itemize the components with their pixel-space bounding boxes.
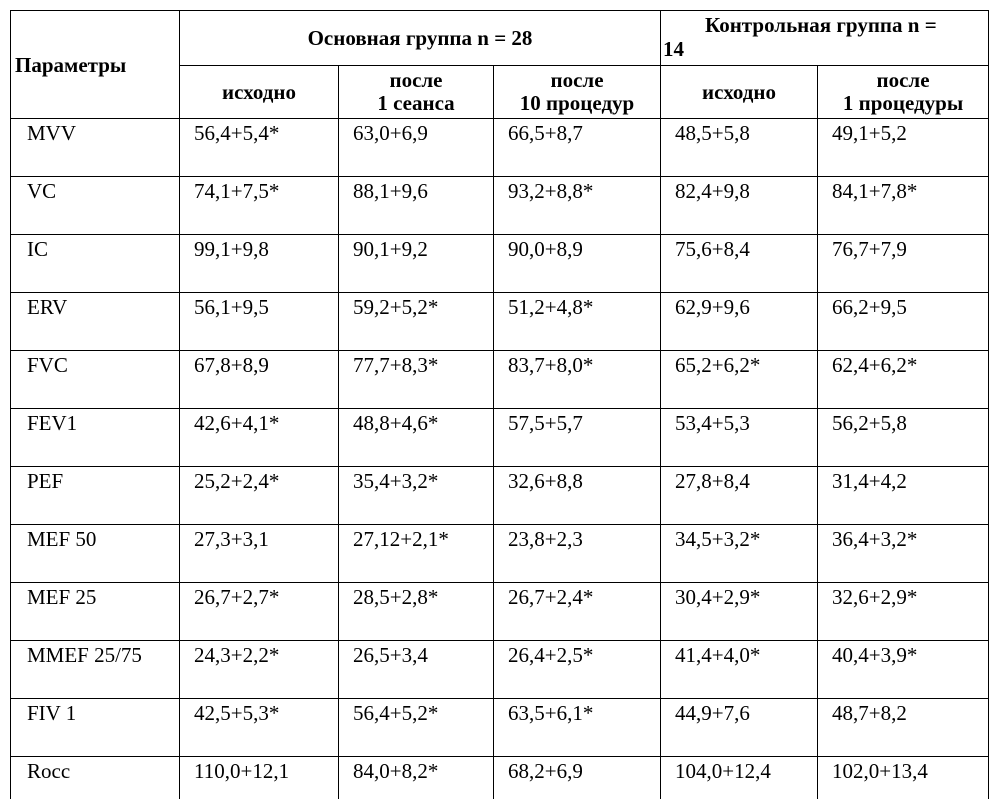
- value-cell: 74,1+7,5*: [180, 177, 339, 235]
- value-cell: 56,4+5,4*: [180, 119, 339, 177]
- value-cell: 84,0+8,2*: [339, 757, 494, 799]
- value-cell: 48,5+5,8: [661, 119, 818, 177]
- table-row: [11, 583, 989, 641]
- value-cell: 63,0+6,9: [339, 119, 494, 177]
- value-cell: 66,5+8,7: [494, 119, 661, 177]
- value-cell: 48,7+8,2: [818, 699, 989, 757]
- value-cell: 49,1+5,2: [818, 119, 989, 177]
- value-cell: 30,4+2,9*: [661, 583, 818, 641]
- value-cell: 84,1+7,8*: [818, 177, 989, 235]
- value-cell: 40,4+3,9*: [818, 641, 989, 699]
- param-name-cell: MVV: [11, 119, 180, 177]
- param-name-cell: ERV: [11, 293, 180, 351]
- value-cell: 90,1+9,2: [339, 235, 494, 293]
- value-cell: 82,4+9,8: [661, 177, 818, 235]
- value-cell: 26,5+3,4: [339, 641, 494, 699]
- table-row: [11, 119, 989, 177]
- table-row: [11, 235, 989, 293]
- table-row: [11, 641, 989, 699]
- value-cell: 62,4+6,2*: [818, 351, 989, 409]
- value-cell: 75,6+8,4: [661, 235, 818, 293]
- param-name-cell: MEF 25: [11, 583, 180, 641]
- value-cell: 48,8+4,6*: [339, 409, 494, 467]
- value-cell: 25,2+2,4*: [180, 467, 339, 525]
- value-cell: 35,4+3,2*: [339, 467, 494, 525]
- value-cell: 62,9+9,6: [661, 293, 818, 351]
- value-cell: 32,6+8,8: [494, 467, 661, 525]
- param-name-cell: FVC: [11, 351, 180, 409]
- subheader-line2: 10 процедур: [494, 92, 660, 115]
- control-group-header: [661, 11, 989, 66]
- value-cell: 32,6+2,9*: [818, 583, 989, 641]
- value-cell: 56,4+5,2*: [339, 699, 494, 757]
- subheader-1: [339, 66, 494, 119]
- value-cell: 57,5+5,7: [494, 409, 661, 467]
- table-row: [11, 757, 989, 799]
- value-cell: 102,0+13,4: [818, 757, 989, 799]
- control-group-header-line2: 14: [663, 37, 988, 61]
- control-group-header-line1: Контрольная группа n =: [663, 13, 988, 37]
- value-cell: 88,1+9,6: [339, 177, 494, 235]
- value-cell: 63,5+6,1*: [494, 699, 661, 757]
- value-cell: 42,5+5,3*: [180, 699, 339, 757]
- value-cell: 41,4+4,0*: [661, 641, 818, 699]
- subheader-4: [818, 66, 989, 119]
- subheader-line1: исходно: [661, 81, 817, 104]
- value-cell: 27,3+3,1: [180, 525, 339, 583]
- value-cell: 77,7+8,3*: [339, 351, 494, 409]
- param-name-cell: Rocc: [11, 757, 180, 799]
- param-name-cell: IC: [11, 235, 180, 293]
- value-cell: 90,0+8,9: [494, 235, 661, 293]
- param-name-cell: FEV1: [11, 409, 180, 467]
- value-cell: 53,4+5,3: [661, 409, 818, 467]
- value-cell: 59,2+5,2*: [339, 293, 494, 351]
- value-cell: 66,2+9,5: [818, 293, 989, 351]
- value-cell: 76,7+7,9: [818, 235, 989, 293]
- table-row: [11, 699, 989, 757]
- params-header: Параметры: [11, 11, 180, 119]
- main-group-header: Основная группа n = 28: [180, 11, 661, 66]
- value-cell: 34,5+3,2*: [661, 525, 818, 583]
- value-cell: 104,0+12,4: [661, 757, 818, 799]
- param-name-cell: FIV 1: [11, 699, 180, 757]
- value-cell: 42,6+4,1*: [180, 409, 339, 467]
- table-row: [11, 293, 989, 351]
- subheader-3: [661, 66, 818, 119]
- value-cell: 26,7+2,4*: [494, 583, 661, 641]
- value-cell: 65,2+6,2*: [661, 351, 818, 409]
- value-cell: 51,2+4,8*: [494, 293, 661, 351]
- value-cell: 93,2+8,8*: [494, 177, 661, 235]
- value-cell: 24,3+2,2*: [180, 641, 339, 699]
- header-row-groups: [11, 11, 989, 66]
- subheader-2: [494, 66, 661, 119]
- value-cell: 26,7+2,7*: [180, 583, 339, 641]
- value-cell: 27,12+2,1*: [339, 525, 494, 583]
- value-cell: 44,9+7,6: [661, 699, 818, 757]
- value-cell: 68,2+6,9: [494, 757, 661, 799]
- subheader-line1: после: [339, 69, 493, 92]
- value-cell: 23,8+2,3: [494, 525, 661, 583]
- table-row: [11, 409, 989, 467]
- value-cell: 36,4+3,2*: [818, 525, 989, 583]
- table-row: [11, 177, 989, 235]
- subheader-line1: после: [818, 69, 988, 92]
- subheader-line1: исходно: [180, 81, 338, 104]
- param-name-cell: MEF 50: [11, 525, 180, 583]
- param-name-cell: MMEF 25/75: [11, 641, 180, 699]
- value-cell: 56,1+9,5: [180, 293, 339, 351]
- subheader-line2: 1 процедуры: [818, 92, 988, 115]
- value-cell: 28,5+2,8*: [339, 583, 494, 641]
- table-row: [11, 351, 989, 409]
- value-cell: 31,4+4,2: [818, 467, 989, 525]
- param-name-cell: VC: [11, 177, 180, 235]
- value-cell: 99,1+9,8: [180, 235, 339, 293]
- param-name-cell: PEF: [11, 467, 180, 525]
- value-cell: 110,0+12,1: [180, 757, 339, 799]
- subheader-line1: после: [494, 69, 660, 92]
- subheader-0: [180, 66, 339, 119]
- table-body: [11, 119, 989, 799]
- value-cell: 26,4+2,5*: [494, 641, 661, 699]
- table-row: [11, 525, 989, 583]
- table-row: [11, 467, 989, 525]
- value-cell: 56,2+5,8: [818, 409, 989, 467]
- data-table: [10, 10, 989, 799]
- value-cell: 83,7+8,0*: [494, 351, 661, 409]
- value-cell: 27,8+8,4: [661, 467, 818, 525]
- value-cell: 67,8+8,9: [180, 351, 339, 409]
- subheader-line2: 1 сеанса: [339, 92, 493, 115]
